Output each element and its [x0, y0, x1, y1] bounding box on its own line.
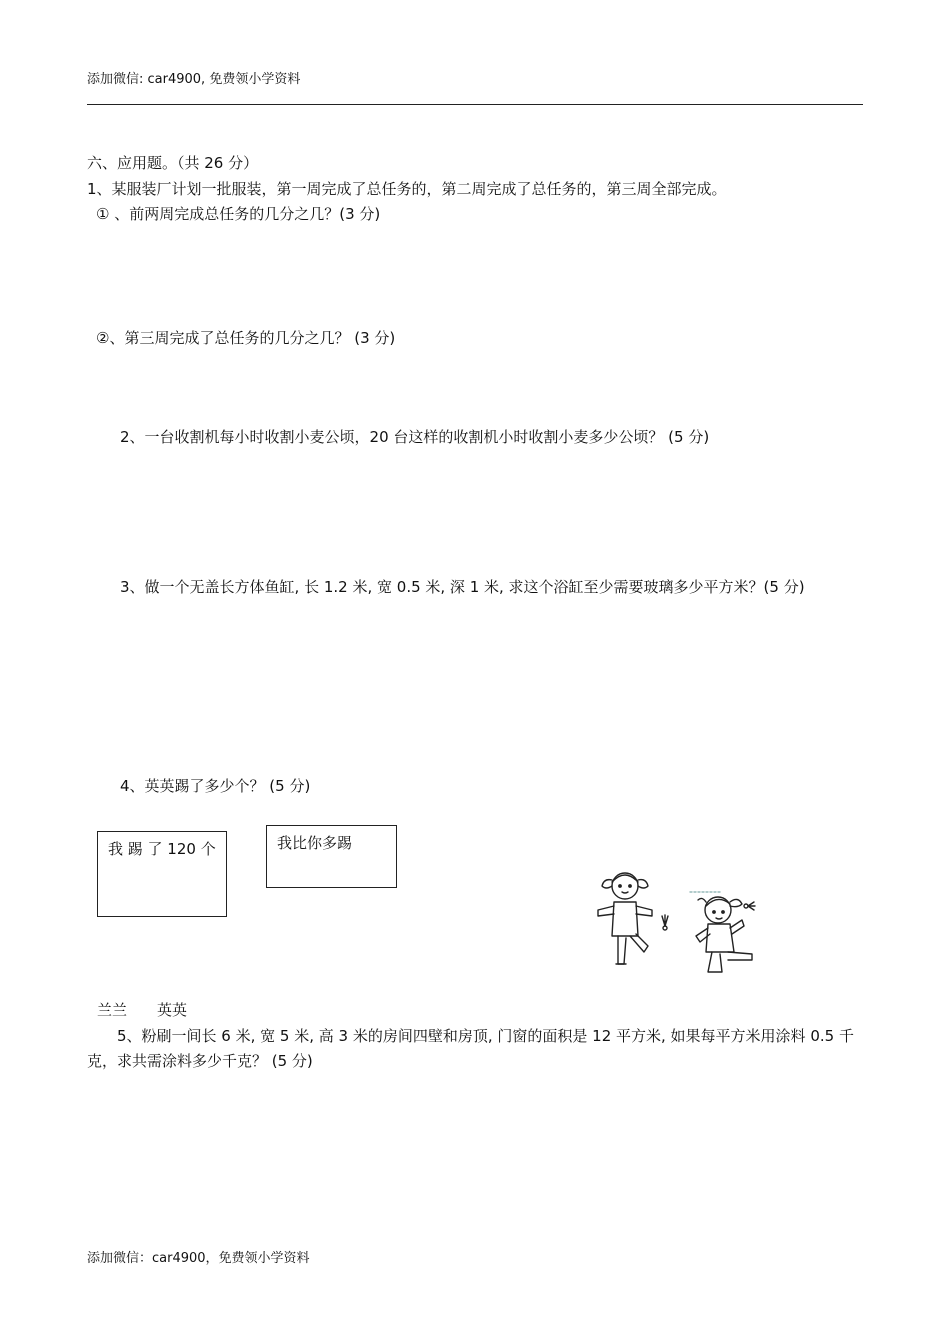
- kids-kicking-shuttlecock-illustration: [588, 866, 763, 982]
- girl-yingying-figure: [696, 897, 752, 972]
- speech-box-yingying: 我比你多踢: [266, 825, 397, 888]
- section-title: 六、应用题。（共 26 分）: [87, 154, 259, 172]
- question-5: 5、粉刷一间长 6 米, 宽 5 米, 高 3 米的房间四壁和房顶, 门窗的面积是 12 平方米, 如果每平方米用涂料 0.5 千克，求共需涂料多少千克？ (5 分): [87, 1027, 854, 1070]
- shuttlecock-icon: [744, 902, 755, 910]
- question-3: 3、做一个无盖长方体鱼缸, 长 1.2 米, 宽 0.5 米, 深 1 米, 求这个浴缸至少需要玻璃多少平方米？(5 分): [120, 578, 805, 596]
- shuttlecock-icon: [662, 915, 668, 930]
- speech-box-lanlan: 我 踢 了 120 个: [97, 831, 227, 917]
- girl-lanlan-figure: [598, 873, 652, 964]
- page-header: 添加微信: car4900, 免费领小学资料: [87, 72, 301, 87]
- question-4: 4、英英踢了多少个？ (5 分): [120, 777, 311, 795]
- question-1-part-2: ②、第三周完成了总任务的几分之几？ (3 分): [96, 329, 396, 347]
- question-1-stem: 1、某服装厂计划一批服装，第一周完成了总任务的，第二周完成了总任务的，第三周全部完成。: [87, 180, 727, 198]
- question-1-part-1: ① 、前两周完成总任务的几分之几？(3 分): [96, 205, 381, 223]
- page-footer: 添加微信：car4900，免费领小学资料: [87, 1251, 310, 1266]
- question-2: 2、一台收割机每小时收割小麦公顷，20 台这样的收割机小时收割小麦多少公顷？ (5 分): [120, 428, 710, 446]
- character-names: 兰兰 英英: [97, 1001, 188, 1019]
- header-rule: [87, 104, 863, 105]
